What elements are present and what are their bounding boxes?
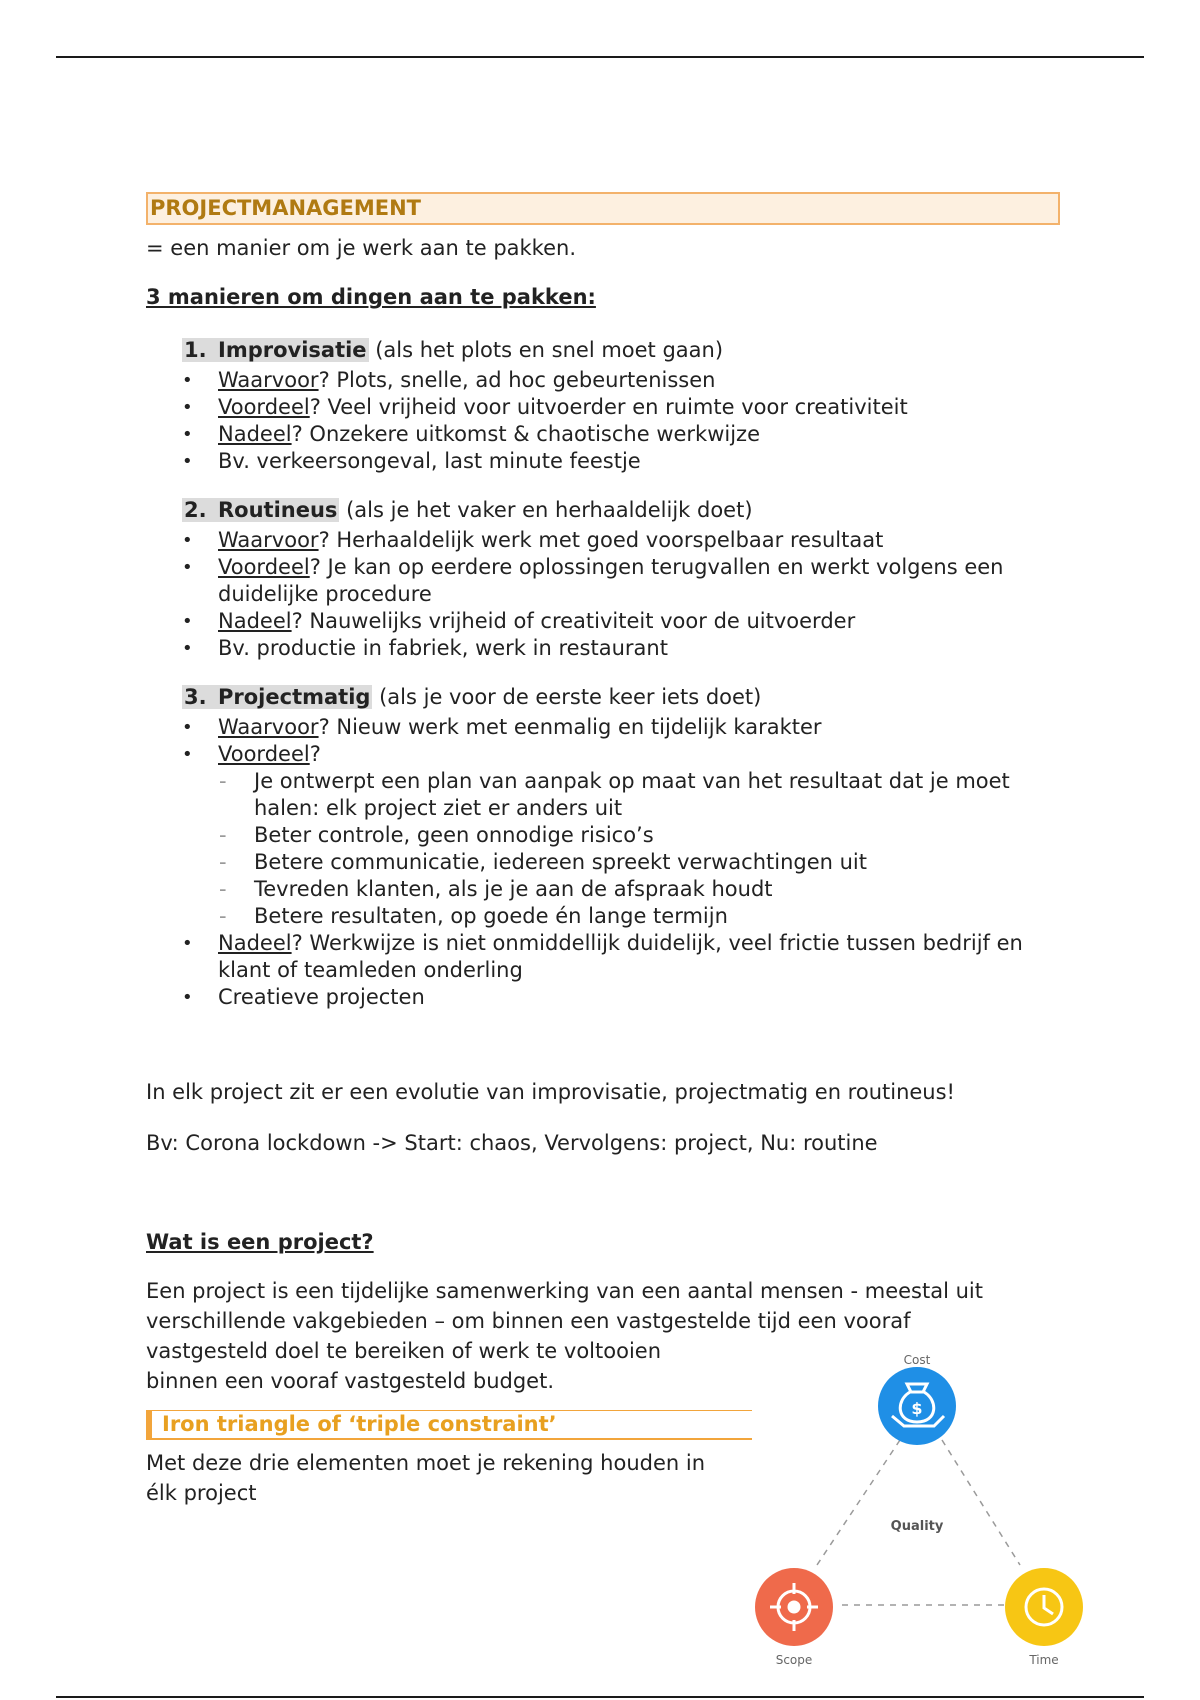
scope-label: Scope: [775, 1653, 813, 1667]
list-item: • Creatieve projecten: [218, 984, 1056, 1011]
cost-node: [878, 1367, 956, 1445]
dollar-icon: $: [911, 1399, 923, 1418]
method-label: 2. Routineus: [184, 498, 338, 522]
example-text: Bv: Corona lockdown -> Start: chaos, Vervolgens: project, Nu: routine: [146, 1131, 878, 1155]
list-item: - Betere communicatie, iedereen spreekt verwachtingen uit: [254, 849, 1056, 876]
list-item: - Beter controle, geen onnodige risico’s: [254, 822, 1056, 849]
method-heading: 1. Improvisatie (als het plots en snel moet gaan): [184, 338, 724, 362]
time-node: [1005, 1568, 1083, 1646]
footer-rule: [56, 1696, 1144, 1698]
method-routineus: [146, 497, 1056, 662]
list-item: - Betere resultaten, op goede én lange termijn: [254, 903, 1056, 930]
iron-triangle-diagram: [752, 1350, 1102, 1670]
list-item: • Voordeel? - Je ontwerpt een plan van aanpak op maat van het resultaat dat je moet halen: elk project ziet er anders uit - Beter controle, geen onnodige risico’s - Betere communicatie, iedereen spreekt verwachtingen uit - Tevreden klanten, als je je aan de afspraak houdt - Betere resultaten, op goede én lange termijn: [218, 741, 1056, 930]
list-item: • Nadeel? Werkwijze is niet onmiddellijk duidelijk, veel frictie tussen bedrijf en klant of teamleden onderling: [218, 930, 1056, 984]
method-heading: 3. Projectmatig (als je voor de eerste keer iets doet): [184, 685, 762, 709]
list-item: • Bv. productie in fabriek, werk in restaurant: [218, 635, 1056, 662]
header-rule: [56, 56, 1144, 58]
list-item: - Tevreden klanten, als je je aan de afspraak houdt: [254, 876, 1056, 903]
project-definition-line: vastgesteld doel te bereiken of werk te voltooien binnen een vooraf vastgesteld budget.: [146, 1339, 662, 1393]
time-label: Time: [1029, 1653, 1059, 1667]
list-item: - Je ontwerpt een plan van aanpak op maat van het resultaat dat je moet halen: elk project ziet er anders uit: [254, 768, 1056, 822]
methods-heading: 3 manieren om dingen aan te pakken:: [146, 285, 596, 309]
page-title: PROJECTMANAGEMENT: [146, 192, 1060, 225]
project-heading: Wat is een project?: [146, 1230, 374, 1254]
method-projectmatig: [146, 684, 1056, 1011]
document-body: [146, 192, 1056, 1508]
list-item: • Waarvoor? Plots, snelle, ad hoc gebeurtenissen: [218, 367, 1056, 394]
list-item: • Waarvoor? Herhaaldelijk werk met goed voorspelbaar resultaat: [218, 527, 1056, 554]
iron-triangle-text: Met deze drie elementen moet je rekening houden in élk project: [146, 1451, 706, 1505]
method-improvisatie: [146, 337, 1056, 475]
evolution-text: In elk project zit er een evolutie van improvisatie, projectmatig en routineus!: [146, 1080, 955, 1104]
method-label: 1. Improvisatie: [184, 338, 367, 362]
list-item: • Voordeel? Veel vrijheid voor uitvoerder en ruimte voor creativiteit: [218, 394, 1056, 421]
advantages-list: [218, 768, 1056, 930]
intro-text: = een manier om je werk aan te pakken.: [146, 236, 576, 260]
list-item: • Nadeel? Onzekere uitkomst & chaotische werkwijze: [218, 421, 1056, 448]
cost-label: Cost: [903, 1353, 931, 1367]
method-bullets: [146, 527, 1056, 662]
scope-node: [755, 1568, 833, 1646]
quality-label: Quality: [890, 1519, 944, 1534]
method-bullets: [146, 367, 1056, 475]
project-definition-line: Een project is een tijdelijke samenwerking van een aantal mensen - meestal uit verschillende vakgebieden – om binnen een vastgestelde tijd een vooraf: [146, 1279, 983, 1333]
method-bullets: [146, 714, 1056, 1011]
method-label: 3. Projectmatig: [184, 685, 371, 709]
list-item: • Voordeel? Je kan op eerdere oplossingen terugvallen en werkt volgens een duidelijke procedure: [218, 554, 1056, 608]
method-heading: 2. Routineus (als je het vaker en herhaaldelijk doet): [184, 498, 753, 522]
list-item: • Bv. verkeersongeval, last minute feestje: [218, 448, 1056, 475]
list-item: • Nadeel? Nauwelijks vrijheid of creativiteit voor de uitvoerder: [218, 608, 1056, 635]
list-item: • Waarvoor? Nieuw werk met eenmalig en tijdelijk karakter: [218, 714, 1056, 741]
iron-triangle-heading: Iron triangle of ‘triple constraint’: [146, 1410, 766, 1440]
